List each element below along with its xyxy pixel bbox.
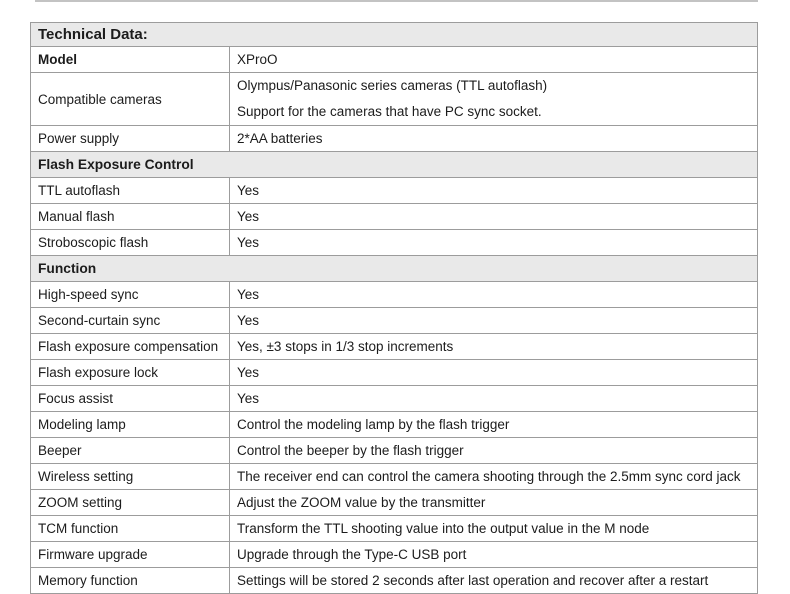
spec-value-cell: The receiver end can control the camera shooting through the 2.5mm sync cord jack [230,464,758,490]
spec-row [31,204,758,230]
spec-row [31,438,758,464]
spec-value-cell: 2*AA batteries [230,126,758,152]
spec-row [31,73,758,126]
spec-row [31,308,758,334]
spec-value-cell: Upgrade through the Type-C USB port [230,542,758,568]
spec-row [31,334,758,360]
spec-label-cell: Stroboscopic flash [31,230,230,256]
spec-value-cell: Adjust the ZOOM value by the transmitter [230,490,758,516]
spec-value-cell: Yes [230,230,758,256]
spec-row [31,412,758,438]
spec-label-cell: Compatible cameras [31,73,230,126]
spec-row [31,47,758,73]
spec-label-cell: Model [31,47,230,73]
spec-value-cell: Control the modeling lamp by the flash trigger [230,412,758,438]
spec-label-cell: TTL autoflash [31,178,230,204]
spec-label-cell: TCM function [31,516,230,542]
spec-value-cell: XProO [230,47,758,73]
spec-row [31,126,758,152]
spec-row [31,360,758,386]
spec-row [31,490,758,516]
spec-value-cell: Yes, ±3 stops in 1/3 stop increments [230,334,758,360]
spec-label-cell: Power supply [31,126,230,152]
spec-label-cell: Second-curtain sync [31,308,230,334]
spec-value-cell: Yes [230,308,758,334]
spec-value-cell: Yes [230,282,758,308]
table-title: Technical Data: [31,23,758,47]
section-header-row [31,152,758,178]
table-title-row [31,23,758,47]
spec-row [31,178,758,204]
spec-value-line: Olympus/Panasonic series cameras (TTL autoflash) [237,78,548,93]
spec-row [31,464,758,490]
spec-value-cell: Transform the TTL shooting value into the output value in the M node [230,516,758,542]
spec-row [31,386,758,412]
spec-label-cell: Flash exposure lock [31,360,230,386]
section-header-row [31,256,758,282]
spec-label-cell: ZOOM setting [31,490,230,516]
spec-label-cell: High-speed sync [31,282,230,308]
spec-value-cell [230,73,758,126]
technical-data-table-body [31,23,758,594]
spec-value-cell: Yes [230,360,758,386]
spec-row [31,282,758,308]
spec-value-cell: Yes [230,386,758,412]
spec-value-cell: Yes [230,178,758,204]
spec-value-cell: Settings will be stored 2 seconds after last operation and recover after a restart [230,568,758,594]
spec-label-cell: Focus assist [31,386,230,412]
spec-label-cell: Flash exposure compensation [31,334,230,360]
spec-value-cell: Control the beeper by the flash trigger [230,438,758,464]
spec-value-line: Support for the cameras that have PC sync socket. [237,104,542,119]
top-edge-strip [35,0,758,2]
technical-data-table [30,22,758,594]
section-header-label: Flash Exposure Control [31,152,758,178]
spec-label-cell: Manual flash [31,204,230,230]
spec-label-cell: Wireless setting [31,464,230,490]
spec-row [31,568,758,594]
spec-row [31,542,758,568]
spec-row [31,230,758,256]
spec-label-cell: Modeling lamp [31,412,230,438]
spec-label-cell: Beeper [31,438,230,464]
section-header-label: Function [31,256,758,282]
spec-label-cell: Firmware upgrade [31,542,230,568]
spec-row [31,516,758,542]
spec-label-cell: Memory function [31,568,230,594]
spec-value-cell: Yes [230,204,758,230]
